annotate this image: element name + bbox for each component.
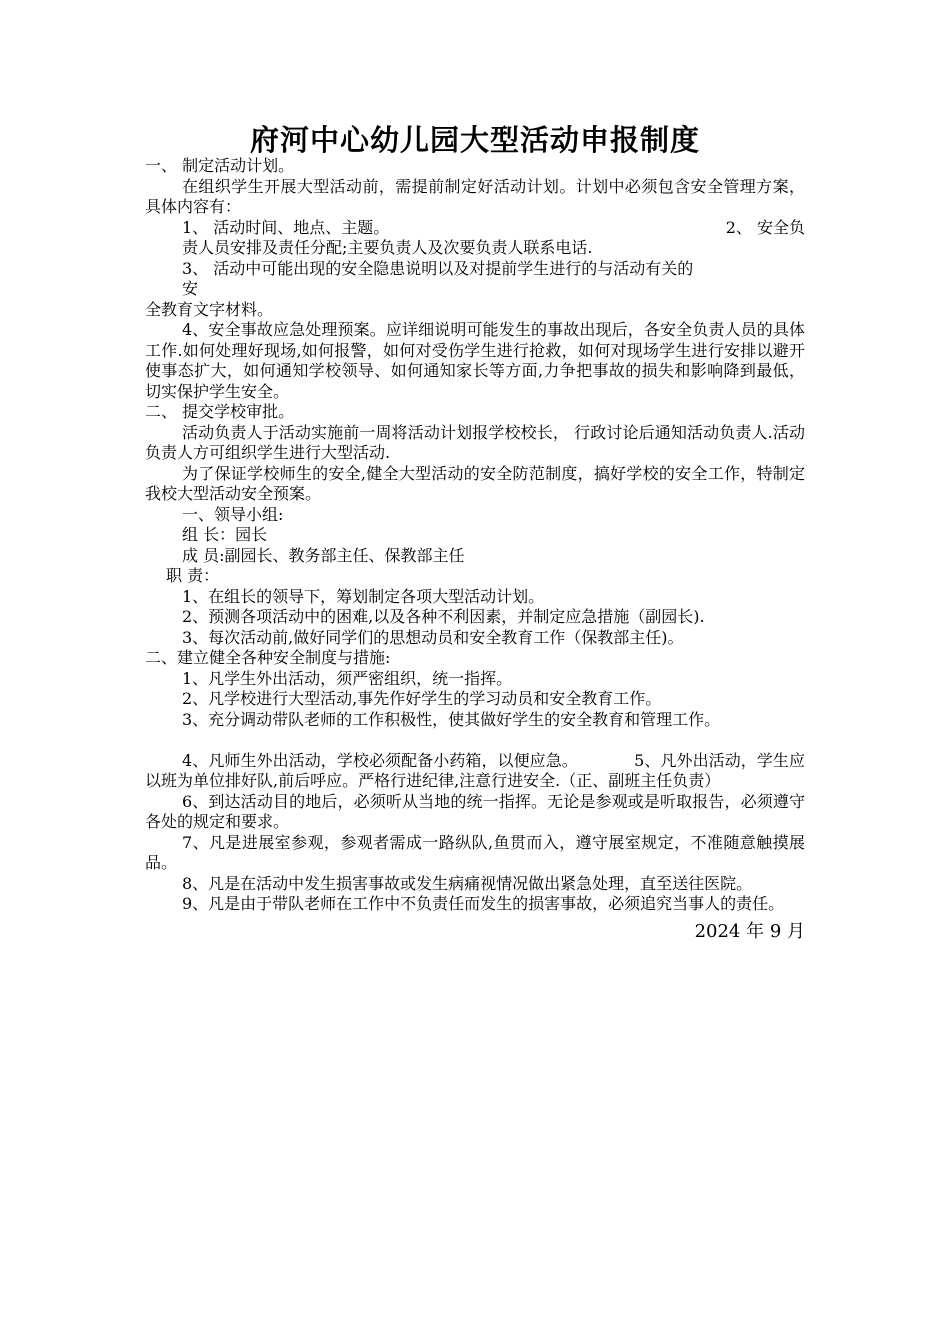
rule-item: 1、凡学生外出活动，须严密组织，统一指挥。: [182, 668, 513, 688]
paragraph-approval: 活动负责人于活动实施前一周将活动计划报学校校长， 行政讨论后通知活动负责人.活动负责人方可组织学生进行大型活动.: [145, 422, 805, 462]
rule-item: 4、凡师生外出活动，学校必须配备小药箱，以便应急。 5、凡外出活动，学生应以班为单位排好队,前后呼应。严格行进纪律,注意行进安全.（正、副班主任负责）: [145, 750, 805, 790]
leadership-leader: 组 长：园长: [182, 525, 268, 544]
document-date: 2024 年 9 月: [694, 920, 805, 942]
rule-item: 6、到达活动目的地后，必须听从当地的统一指挥。无论是参观或是听取报告，必须遵守各处的规定和要求。: [145, 791, 805, 831]
paragraph-safety-plan: 为了保证学校师生的安全,健全大型活动的安全防范制度，搞好学校的安全工作，特制定我校大型活动安全预案。: [145, 463, 805, 503]
section-heading-leadership: 一、领导小组:: [182, 504, 284, 524]
duty-item: 3、每次活动前,做好同学们的思想动员和安全教育工作（保教部主任)。: [182, 627, 684, 647]
list-item-time-place: 1、 活动时间、地点、主题。: [182, 217, 390, 237]
rule-item: 7、凡是进展室参观，参观者需成一路纵队,鱼贯而入，遵守展室规定，不准随意触摸展品。: [145, 832, 805, 872]
list-item-emergency-plan: 4、安全事故应急处理预案。应详细说明可能发生的事故出现后，各安全负责人员的具体工作.如何处理好现场,如何报警，如何对受伤学生进行抢救，如何对现场学生进行安排以避开使事态扩大，如何通知学校领导、如何通知家长等方面,力争把事故的损失和影响降到最低，切实保护学生安全。: [145, 320, 805, 401]
rule-item: 8、凡是在活动中发生损害事故或发生病痛视情况做出紧急处理，直至送往医院。: [182, 873, 753, 893]
rule-item: 9、凡是由于带队老师在工作中不负责任而发生的损害事故，必须追究当事人的责任。: [182, 894, 785, 913]
duty-item: 1、在组长的领导下，筹划制定各项大型活动计划。: [182, 586, 545, 606]
leadership-members: 成 员:副园长、教务部主任、保教部主任: [182, 545, 465, 565]
blank-line: [145, 730, 805, 751]
list-item-hazards: 3、 活动中可能出现的安全隐患说明以及对提前学生进行的与活动有关的: [182, 258, 694, 278]
document-title: 府河中心幼儿园大型活动申报制度: [249, 123, 700, 157]
duty-item: 2、预测各项活动中的困难,以及各种不利因素，并制定应急措施（副园长).: [182, 607, 705, 626]
list-item-hazards-cont: 安: [182, 279, 199, 298]
list-item-row: [145, 218, 805, 239]
list-item-safety-head: 2、 安全负: [725, 217, 805, 237]
rule-item: 2、凡学校进行大型活动,事先作好学生的学习动员和安全教育工作。: [182, 689, 662, 708]
duty-heading: 职 责：: [166, 566, 220, 585]
section-heading-rules: 二、建立健全各种安全制度与措施:: [145, 648, 391, 667]
list-item-safety-tail: 责人员安排及责任分配;主要负责人及次要负责人联系电话.: [182, 238, 593, 257]
list-item-hazards-end: 全教育文字材料。: [145, 299, 274, 319]
section-heading-approval: 二、 提交学校审批。: [145, 402, 295, 421]
paragraph-plan-intro: 在组织学生开展大型活动前，需提前制定好活动计划。计划中必须包含安全管理方案，具体内容有：: [145, 176, 805, 216]
document-body: [145, 156, 805, 947]
section-heading-plan: 一、 制定活动计划。: [145, 156, 295, 175]
rule-item: 3、充分调动带队老师的工作积极性，使其做好学生的安全教育和管理工作。: [182, 709, 721, 729]
